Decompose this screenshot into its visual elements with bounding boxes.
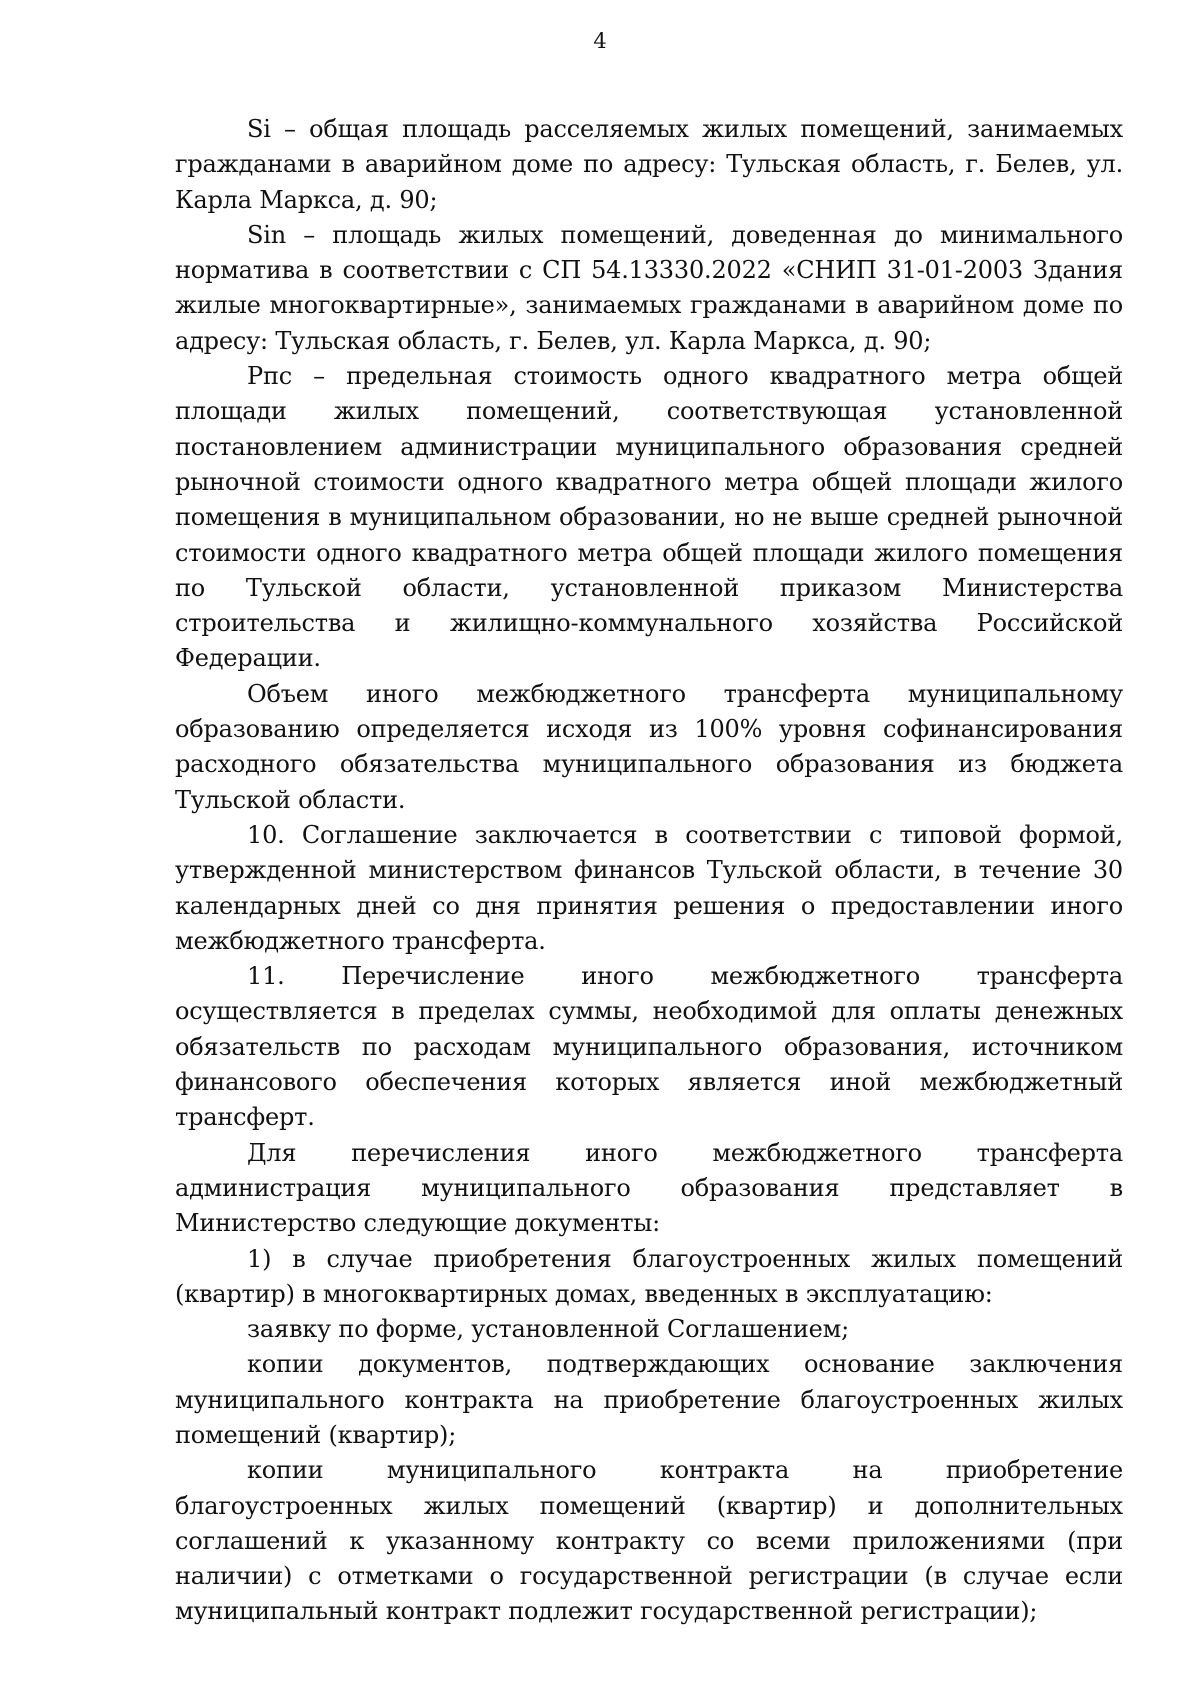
paragraph-document-copies: копии документов, подтверждающих основание заключения муниципального контракта на приобретение благоустроенных жилых помещений (квартир);	[175, 1350, 1123, 1449]
paragraph-documents-intro: Для перечисления иного межбюджетного трансферта администрация муниципального образования представляет в Министерство следующие документы:	[175, 1138, 1123, 1238]
document-body	[175, 112, 1123, 1630]
paragraph-transfer-volume: Объем иного межбюджетного трансферта муниципальному образованию определяется исходя из 100% уровня софинансирования расходного обязательства муниципального образования из бюджета Тульской области.	[175, 679, 1123, 814]
paragraph-contract-copies: копии муниципального контракта на приобретение благоустроенных жилых помещений (квартир) и дополнительных соглашений к указанному контракту со всеми приложениями (при наличии) с отметками о государственной регистрации (в случае если муниципальный контракт подлежит государственной регистрации);	[175, 1456, 1123, 1626]
paragraph-si-definition: Si – общая площадь расселяемых жилых помещений, занимаемых гражданами в аварийном доме по адресу: Тульская область, г. Белев, ул. Карла Маркса, д. 90;	[175, 115, 1123, 214]
paragraph-application: заявку по форме, установленной Соглашением;	[247, 1315, 850, 1344]
paragraph-clause-10: 10. Соглашение заключается в соответствии с типовой формой, утвержденной министерством финансов Тульской области, в течение 30 календарных дней со дня принятия решения о предоставлении иного межбюджетного трансферта.	[175, 820, 1123, 955]
paragraph-rps-definition: Рпс – предельная стоимость одного квадратного метра общей площади жилых помещений, соответствующая установленной постановлением администрации муниципального образования средней рыночной стоимости одного квадратного метра общей площади жилого помещения в муниципальном образовании, но не выше средней рыночной стоимости одного квадратного метра общей площади жилого помещения по Тульской области, установленной приказом Министерства строительства и жилищно-коммунального хозяйства Российской Федерации.	[175, 362, 1123, 673]
page-number: 4	[593, 29, 607, 53]
paragraph-clause-11: 11. Перечисление иного межбюджетного трансферта осуществляется в пределах суммы, необходимой для оплаты денежных обязательств по расходам муниципального образования, источником финансового обеспечения которых является иной межбюджетный трансферт.	[175, 962, 1123, 1132]
paragraph-item-1: 1) в случае приобретения благоустроенных жилых помещений (квартир) в многоквартирных домах, введенных в эксплуатацию:	[175, 1244, 1123, 1308]
paragraph-sin-definition: Sin – площадь жилых помещений, доведенная до минимального норматива в соответствии с СП 54.13330.2022 «СНИП 31-01-2003 Здания жилые многоквартирные», занимаемых гражданами в аварийном доме по адресу: Тульская область, г. Белев, ул. Карла Маркса, д. 90;	[175, 220, 1123, 355]
